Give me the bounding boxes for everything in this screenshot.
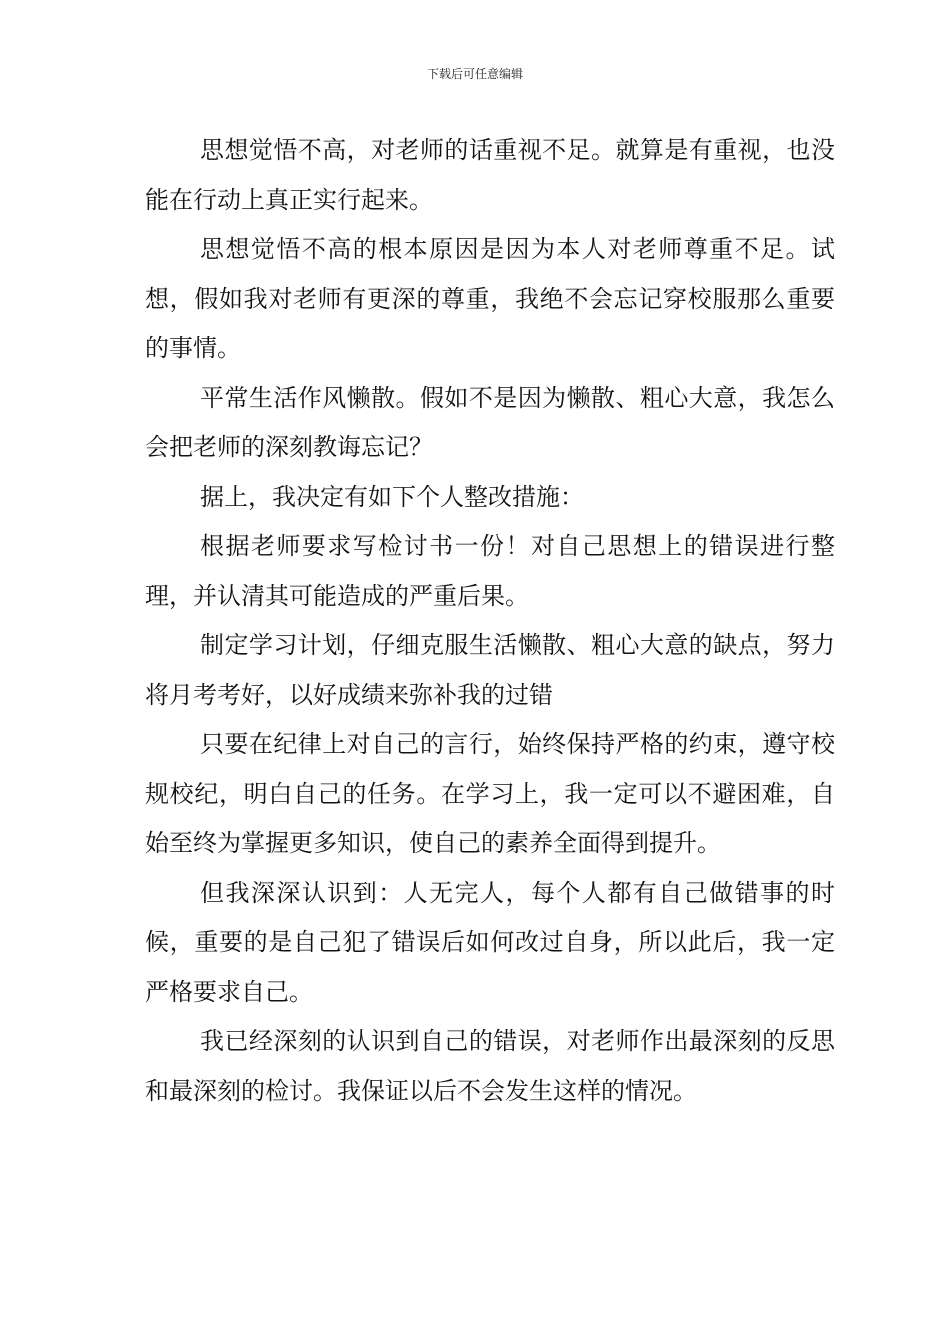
paragraph-6: 制定学习计划，仔细克服生活懒散、粗心大意的缺点，努力将月考考好，以好成绩来弥补我的过错 — [145, 631, 835, 709]
paragraph-5: 根据老师要求写检讨书一份！对自己思想上的错误进行整理，并认清其可能造成的严重后果。 — [145, 532, 835, 610]
paragraph-9: 我已经深刻的认识到自己的错误，对老师作出最深刻的反思和最深刻的检讨。我保证以后不会发生这样的情况。 — [145, 1027, 835, 1105]
paragraph-1: 思想觉悟不高，对老师的话重视不足。就算是有重视，也没能在行动上真正实行起来。 — [145, 136, 835, 214]
paragraph-3: 平常生活作风懒散。假如不是因为懒散、粗心大意，我怎么会把老师的深刻教诲忘记？ — [145, 383, 835, 461]
paragraph-8: 但我深深认识到：人无完人，每个人都有自己做错事的时候，重要的是自己犯了错误后如何改过自身，所以此后，我一定严格要求自己。 — [145, 878, 835, 1006]
paragraph-2: 思想觉悟不高的根本原因是因为本人对老师尊重不足。试想，假如我对老师有更深的尊重，我绝不会忘记穿校服那么重要的事情。 — [145, 235, 835, 362]
paragraph-4: 据上，我决定有如下个人整改措施： — [200, 482, 584, 511]
document-body — [145, 126, 835, 1116]
page-header: 下载后可任意编辑 — [426, 67, 523, 81]
paragraph-7: 只要在纪律上对自己的言行，始终保持严格的约束，遵守校规校纪，明白自己的任务。在学习上，我一定可以不避困难，自始至终为掌握更多知识，使自己的素养全面得到提升。 — [145, 730, 835, 857]
